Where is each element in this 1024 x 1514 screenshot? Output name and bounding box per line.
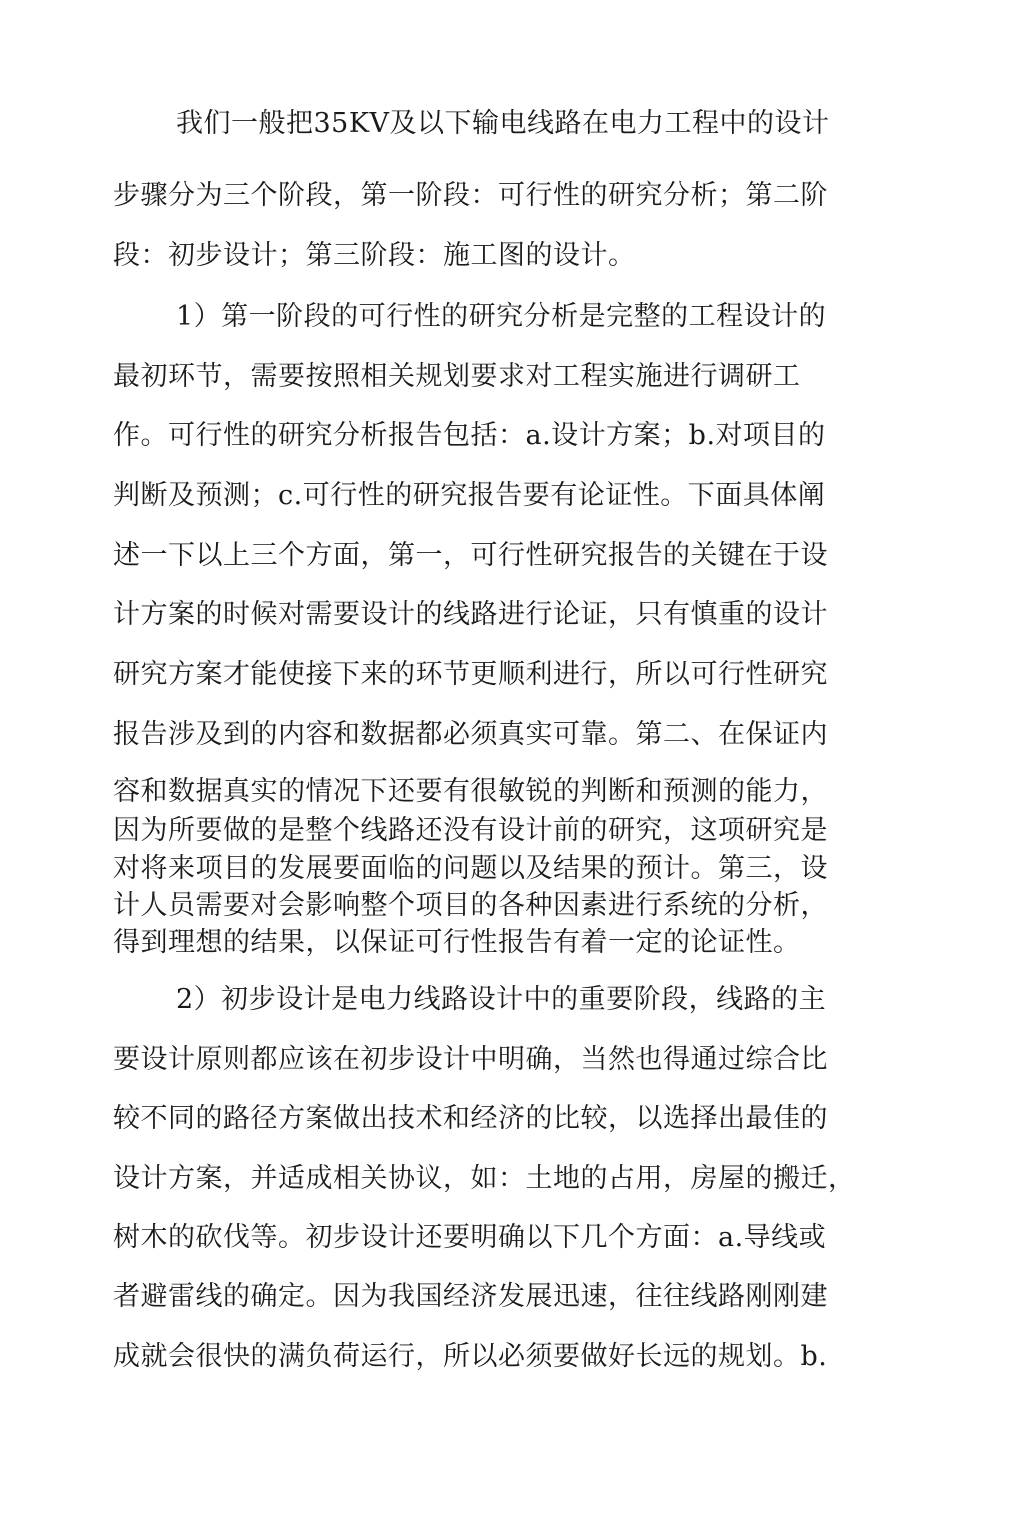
text-line: 容和数据真实的情况下还要有很敏锐的判断和预测的能力， xyxy=(113,776,828,807)
text-line: 最初环节，需要按照相关规划要求对工程实施进行调研工 xyxy=(113,361,801,392)
text-line: 研究方案才能使接下来的环节更顺利进行，所以可行性研究 xyxy=(113,659,828,690)
text-line: 对将来项目的发展要面临的问题以及结果的预计。第三，设 xyxy=(113,853,828,884)
text-line: 设计方案，并适成相关协议，如：土地的占用，房屋的搬迁， xyxy=(113,1163,856,1194)
text-line: 因为所要做的是整个线路还没有设计前的研究，这项研究是 xyxy=(113,815,828,846)
text-line: 要设计原则都应该在初步设计中明确，当然也得通过综合比 xyxy=(113,1044,828,1075)
text-line: 者避雷线的确定。因为我国经济发展迅速，往往线路刚刚建 xyxy=(113,1281,828,1312)
text-line: 判断及预测；c.可行性的研究报告要有论证性。下面具体阐 xyxy=(113,480,826,511)
text-line: 较不同的路径方案做出技术和经济的比较，以选择出最佳的 xyxy=(113,1103,828,1134)
text-line: 1）第一阶段的可行性的研究分析是完整的工程设计的 xyxy=(176,301,827,332)
text-line: 2）初步设计是电力线路设计中的重要阶段，线路的主 xyxy=(176,984,827,1015)
text-line: 作。可行性的研究分析报告包括：a.设计方案；b.对项目的 xyxy=(113,420,826,451)
text-line: 述一下以上三个方面，第一，可行性研究报告的关键在于设 xyxy=(113,540,828,571)
text-line: 步骤分为三个阶段，第一阶段：可行性的研究分析；第二阶 xyxy=(113,180,828,211)
text-line: 报告涉及到的内容和数据都必须真实可靠。第二、在保证内 xyxy=(113,719,828,750)
text-line: 我们一般把35KV及以下输电线路在电力工程中的设计 xyxy=(176,108,830,139)
text-line: 计方案的时候对需要设计的线路进行论证，只有慎重的设计 xyxy=(113,599,828,630)
text-line: 计人员需要对会影响整个项目的各种因素进行系统的分析， xyxy=(113,890,828,921)
text-line: 得到理想的结果，以保证可行性报告有着一定的论证性。 xyxy=(113,927,801,958)
text-line: 成就会很快的满负荷运行，所以必须要做好长远的规划。b. xyxy=(113,1341,828,1372)
text-line: 段：初步设计；第三阶段：施工图的设计。 xyxy=(113,240,636,271)
text-line: 树木的砍伐等。初步设计还要明确以下几个方面：a.导线或 xyxy=(113,1222,827,1253)
